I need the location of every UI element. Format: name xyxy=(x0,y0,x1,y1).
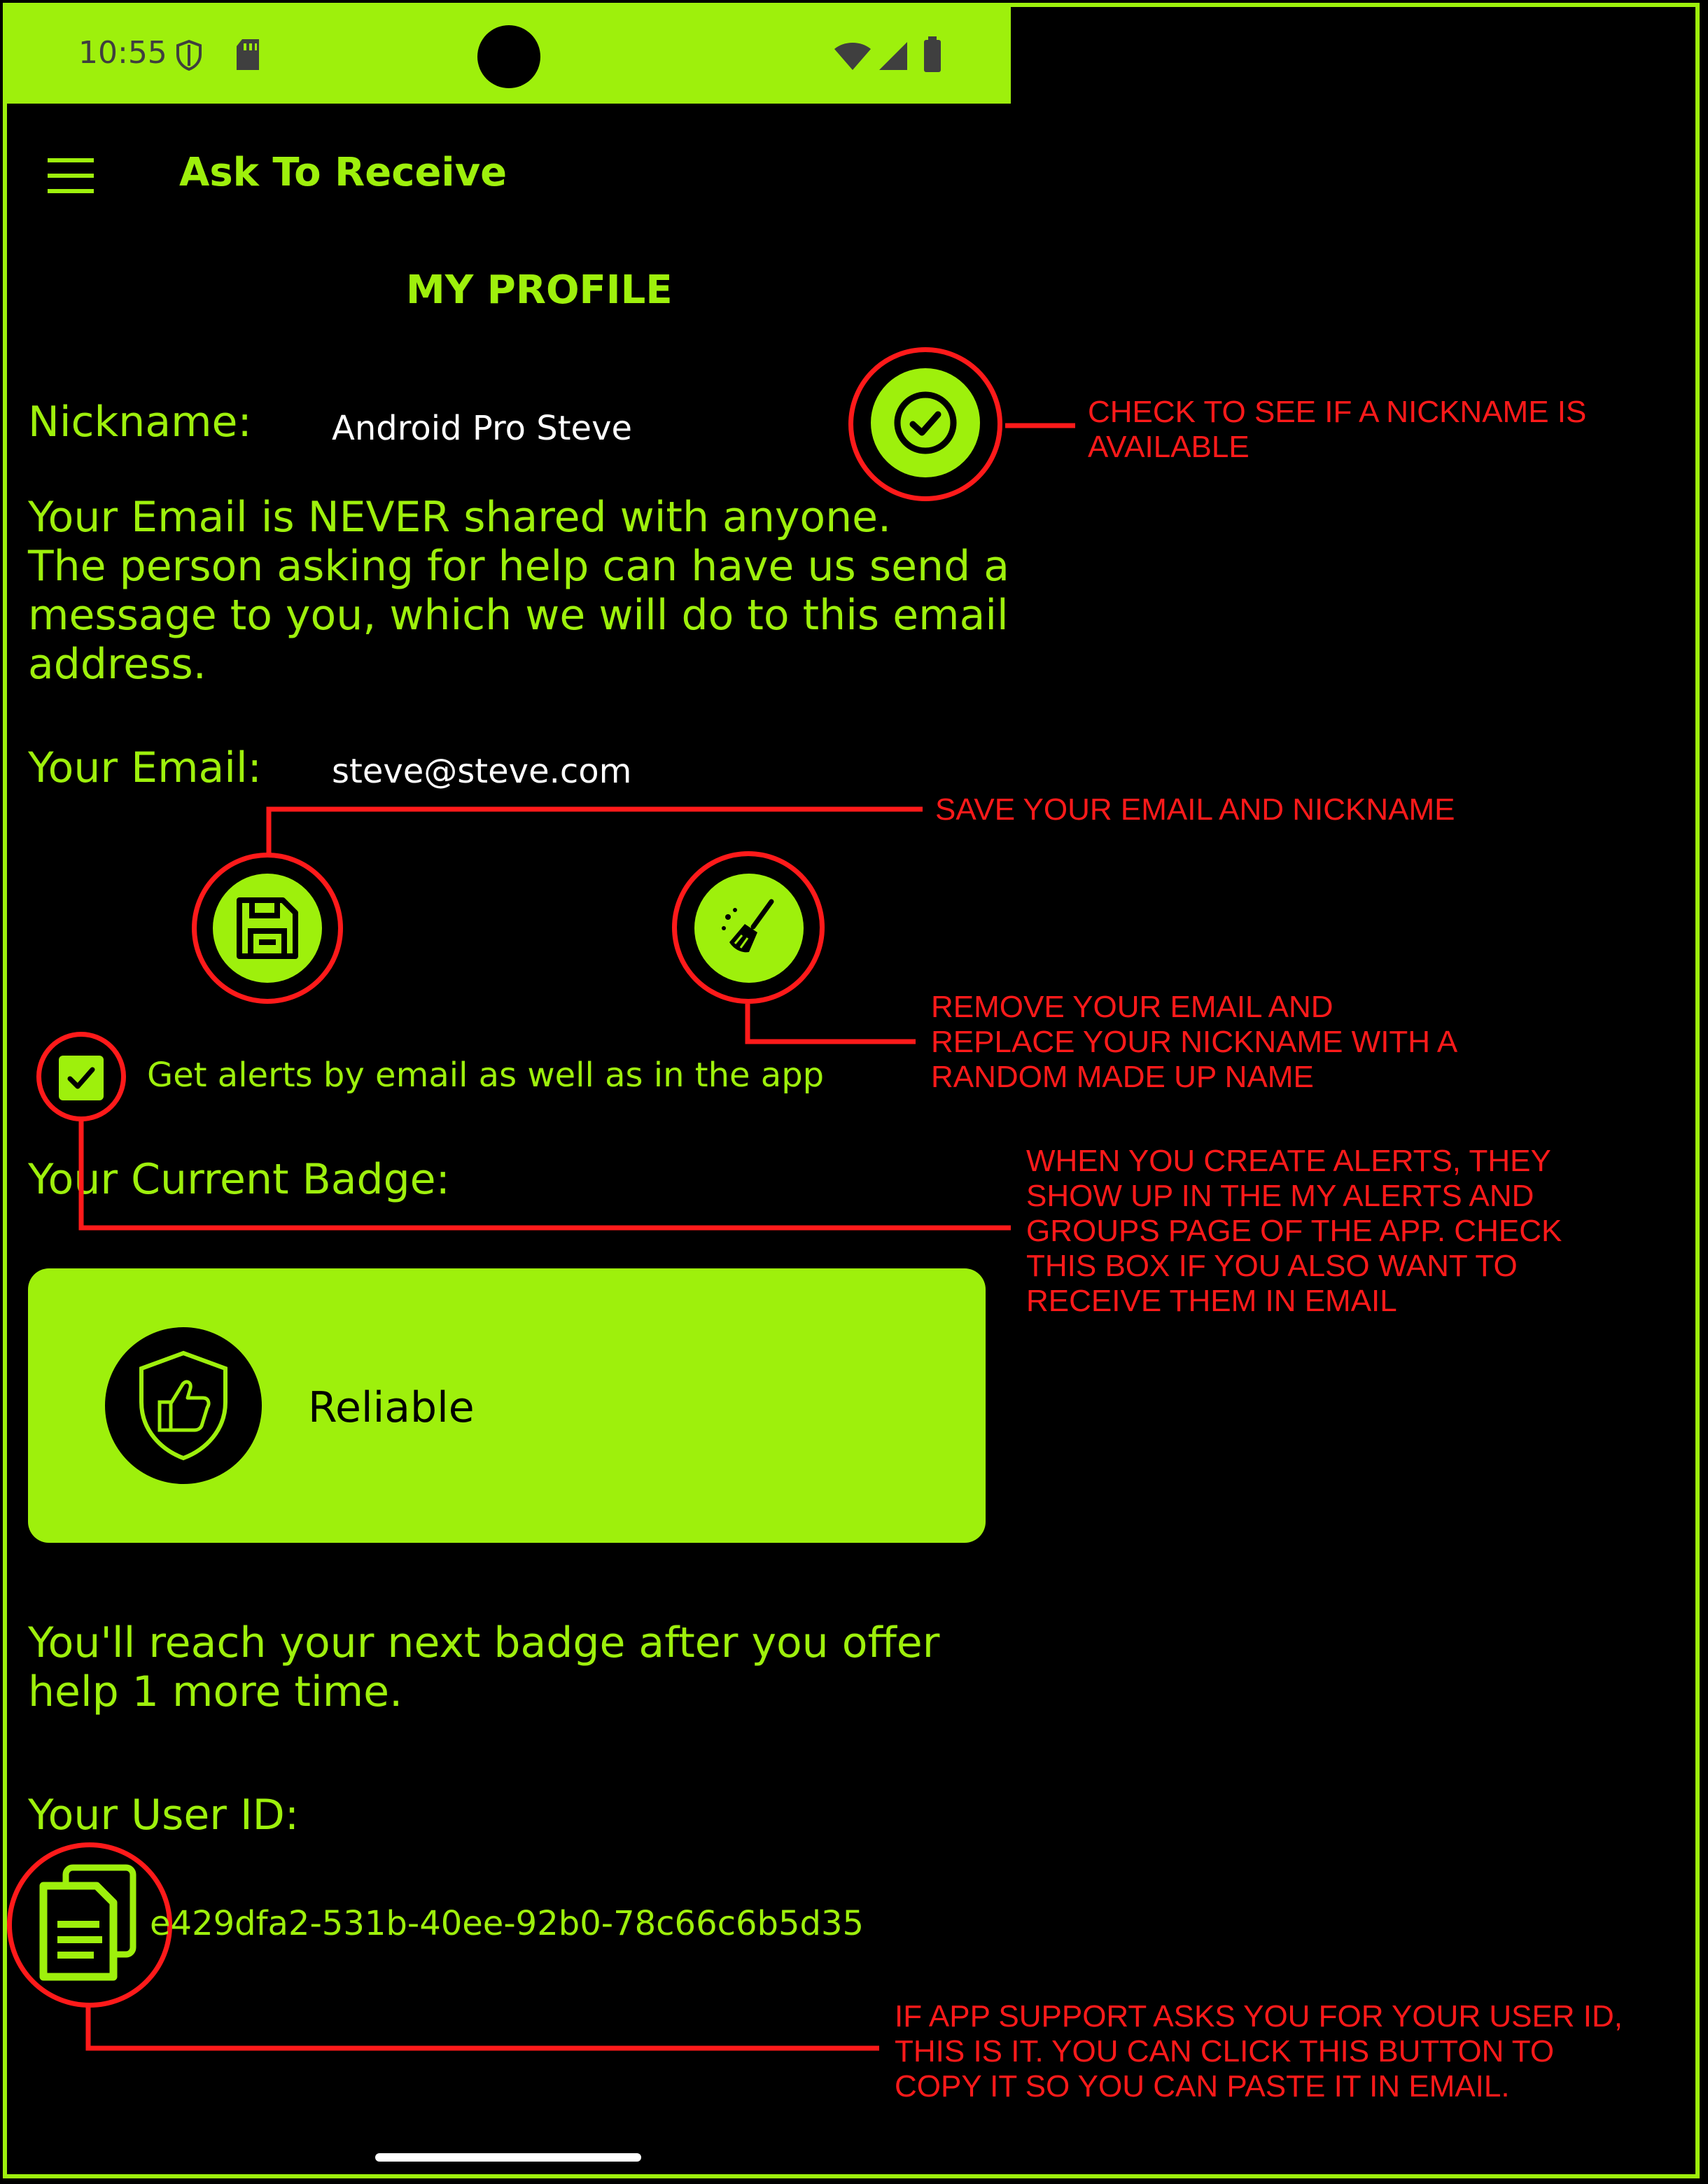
email-input[interactable]: steve@steve.com xyxy=(332,752,632,791)
annotation-line: AVAILABLE xyxy=(1088,430,1250,464)
annotation-line: REPLACE YOUR NICKNAME WITH A xyxy=(931,1025,1458,1059)
home-indicator[interactable] xyxy=(375,2153,641,2162)
annotation-line: THIS BOX IF YOU ALSO WANT TO xyxy=(1026,1249,1518,1283)
email-label: Your Email: xyxy=(28,743,262,792)
next-badge-message-line: help 1 more time. xyxy=(28,1667,403,1716)
app-title: Ask To Receive xyxy=(179,150,507,195)
annotation-user-id xyxy=(895,1999,1623,2104)
current-badge-label: Your Current Badge: xyxy=(28,1155,450,1204)
page-title: MY PROFILE xyxy=(406,267,673,313)
annotation-line: WHEN YOU CREATE ALERTS, THEY xyxy=(1026,1144,1551,1178)
nickname-label: Nickname: xyxy=(28,398,252,447)
annotation-save xyxy=(935,792,1455,827)
email-privacy-notice-line: Your Email is NEVER shared with anyone. xyxy=(28,493,892,542)
email-privacy-notice-line: address. xyxy=(28,640,206,689)
nickname-input[interactable]: Android Pro Steve xyxy=(332,409,632,448)
annotation-line: REMOVE YOUR EMAIL AND xyxy=(931,990,1334,1024)
email-alerts-label: Get alerts by email as well as in the app xyxy=(147,1056,825,1095)
annotation-line: RANDOM MADE UP NAME xyxy=(931,1060,1314,1094)
annotation-alerts xyxy=(1026,1144,1562,1319)
user-id-label: Your User ID: xyxy=(28,1791,300,1840)
annotation-line: SAVE YOUR EMAIL AND NICKNAME xyxy=(935,792,1455,827)
annotation-remove xyxy=(931,990,1457,1095)
badge-name: Reliable xyxy=(308,1383,475,1432)
annotation-line: SHOW UP IN THE MY ALERTS AND xyxy=(1026,1179,1534,1213)
annotation-check-nickname xyxy=(1088,395,1586,465)
annotation-line: GROUPS PAGE OF THE APP. CHECK xyxy=(1026,1214,1562,1248)
annotation-line: IF APP SUPPORT ASKS YOU FOR YOUR USER ID, xyxy=(895,1999,1623,2033)
status-time: 10:55 xyxy=(78,35,167,71)
user-id-value: e429dfa2-531b-40ee-92b0-78c66c6b5d35 xyxy=(150,1904,864,1943)
annotation-line: CHECK TO SEE IF A NICKNAME IS xyxy=(1088,395,1587,429)
annotation-line: COPY IT SO YOU CAN PASTE IT IN EMAIL. xyxy=(895,2069,1510,2104)
email-privacy-notice-line: message to you, which we will do to this email xyxy=(28,591,1009,640)
email-privacy-notice-line: The person asking for help can have us send a xyxy=(28,542,1010,591)
next-badge-message-line: You'll reach your next badge after you offer xyxy=(28,1618,940,1667)
annotation-line: RECEIVE THEM IN EMAIL xyxy=(1026,1284,1397,1318)
annotation-line: THIS IS IT. YOU CAN CLICK THIS BUTTON TO xyxy=(895,2034,1555,2068)
